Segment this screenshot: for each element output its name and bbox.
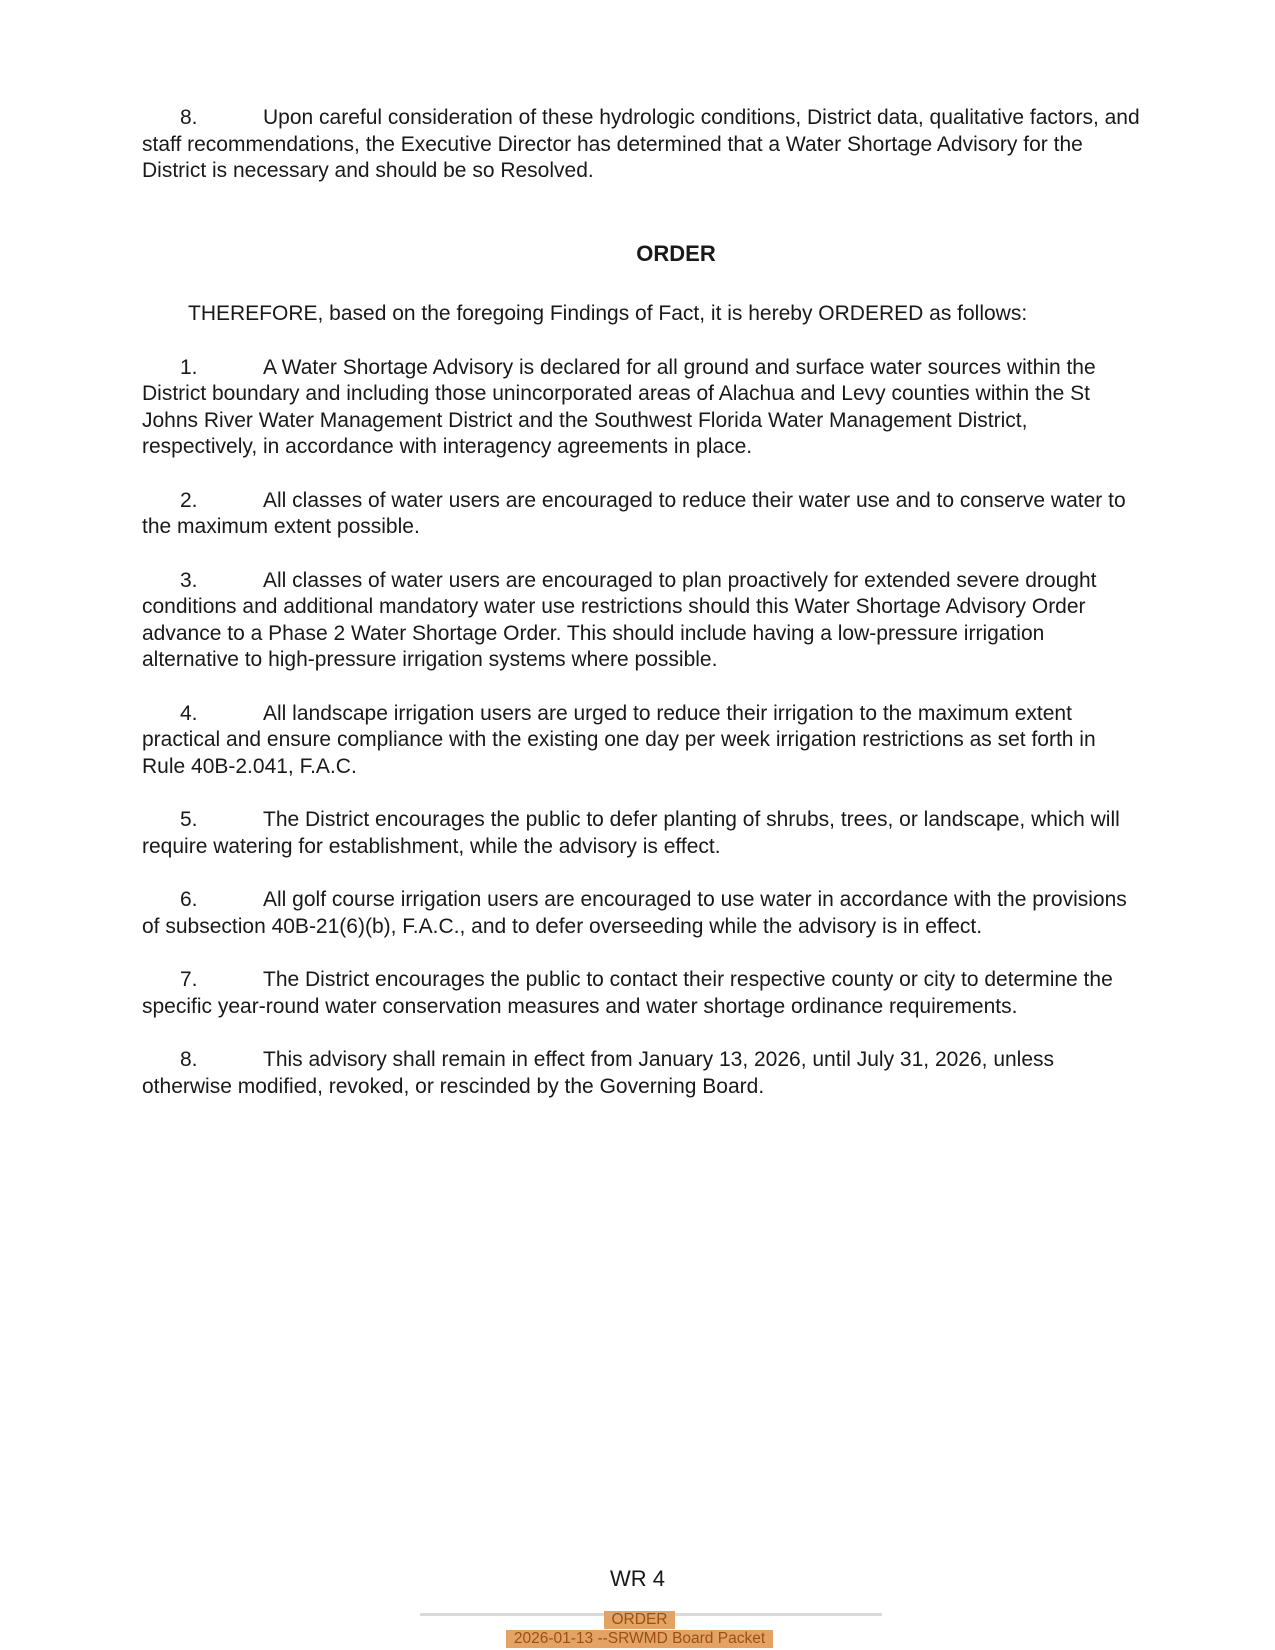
ordered-paragraph-7 [142,967,1142,1020]
footer-stamp-row-2 [0,1630,1275,1648]
paragraph-number: 6. [180,888,198,911]
therefore-clause: THEREFORE, based on the foregoing Findings of Fact, it is hereby ORDERED as follows: [188,302,1028,325]
paragraph-number: 1. [180,355,198,379]
paragraph-text: This advisory shall remain in effect from January 13, 2026, until July 31, 2026, unless otherwise modified, revoked, or rescinded by the Governing Board. [142,1048,1055,1098]
paragraph-number: 8. [180,1048,198,1071]
paragraph-text: A Water Shortage Advisory is declared for all ground and surface water sources within the District boundary and including those unincorporated areas of Alachua and Levy counties within the St Johns River Water Management District and the Southwest Florida Water Management District, respectively, in accordance with interagency agreements in place. [142,355,1096,458]
ordered-paragraph-5 [142,807,1142,860]
document-body [142,105,1142,1127]
finding-paragraph [142,105,1142,185]
ordered-paragraph-2 [142,488,1142,541]
paragraph-number: 3. [180,568,198,592]
footer-stamp-row-1 [0,1611,1275,1629]
paragraph-text: All classes of water users are encouraged to reduce their water use and to conserve water to the maximum extent possible. [142,488,1126,538]
paragraph-text: Upon careful consideration of these hydrologic conditions, District data, qualitative factors, and staff recommendations, the Executive Director has determined that a Water Shortage Advisory for the District is necessary and should be so Resolved. [142,106,1140,182]
ordered-paragraph-3 [142,568,1142,674]
paragraph-number: 7. [180,968,198,991]
ordered-paragraph-6 [142,887,1142,940]
paragraph-number: 5. [180,808,198,831]
paragraph-text: All golf course irrigation users are encouraged to use water in accordance with the provisions of subsection 40B-21(6)(b), F.A.C., and to defer overseeding while the advisory is in effect. [142,888,1127,938]
paragraph-text: All classes of water users are encouraged to plan proactively for extended severe drought conditions and additional mandatory water use restrictions should this Water Shortage Advisory Order advance to a Phase 2 Water Shortage Order. This should include having a low-pressure irrigation alternative to high-pressure irrigation systems where possible. [142,568,1097,671]
paragraph-number: 4. [180,701,198,725]
ordered-paragraph-1 [142,355,1142,461]
order-stamp: ORDER [604,1611,676,1629]
paragraph-number: 8. [180,106,198,129]
ordered-paragraph-4 [142,701,1142,781]
paragraph-text: The District encourages the public to defer planting of shrubs, trees, or landscape, which will require watering for establishment, while the advisory is effect. [142,808,1120,858]
page-number-label: WR 4 [610,1566,665,1591]
order-heading: ORDER [636,240,716,266]
paragraph-text: The District encourages the public to contact their respective county or city to determine the specific year-round water conservation measures and water shortage ordinance requirements. [142,968,1113,1018]
paragraph-number: 2. [180,488,198,512]
ordered-paragraph-8 [142,1047,1142,1100]
paragraph-text: All landscape irrigation users are urged to reduce their irrigation to the maximum extent practical and ensure compliance with the existing one day per week irrigation restrictions as set forth in Rule 40B-2.041, F.A.C. [142,701,1096,778]
board-packet-stamp: 2026-01-13 --SRWMD Board Packet [506,1630,773,1648]
